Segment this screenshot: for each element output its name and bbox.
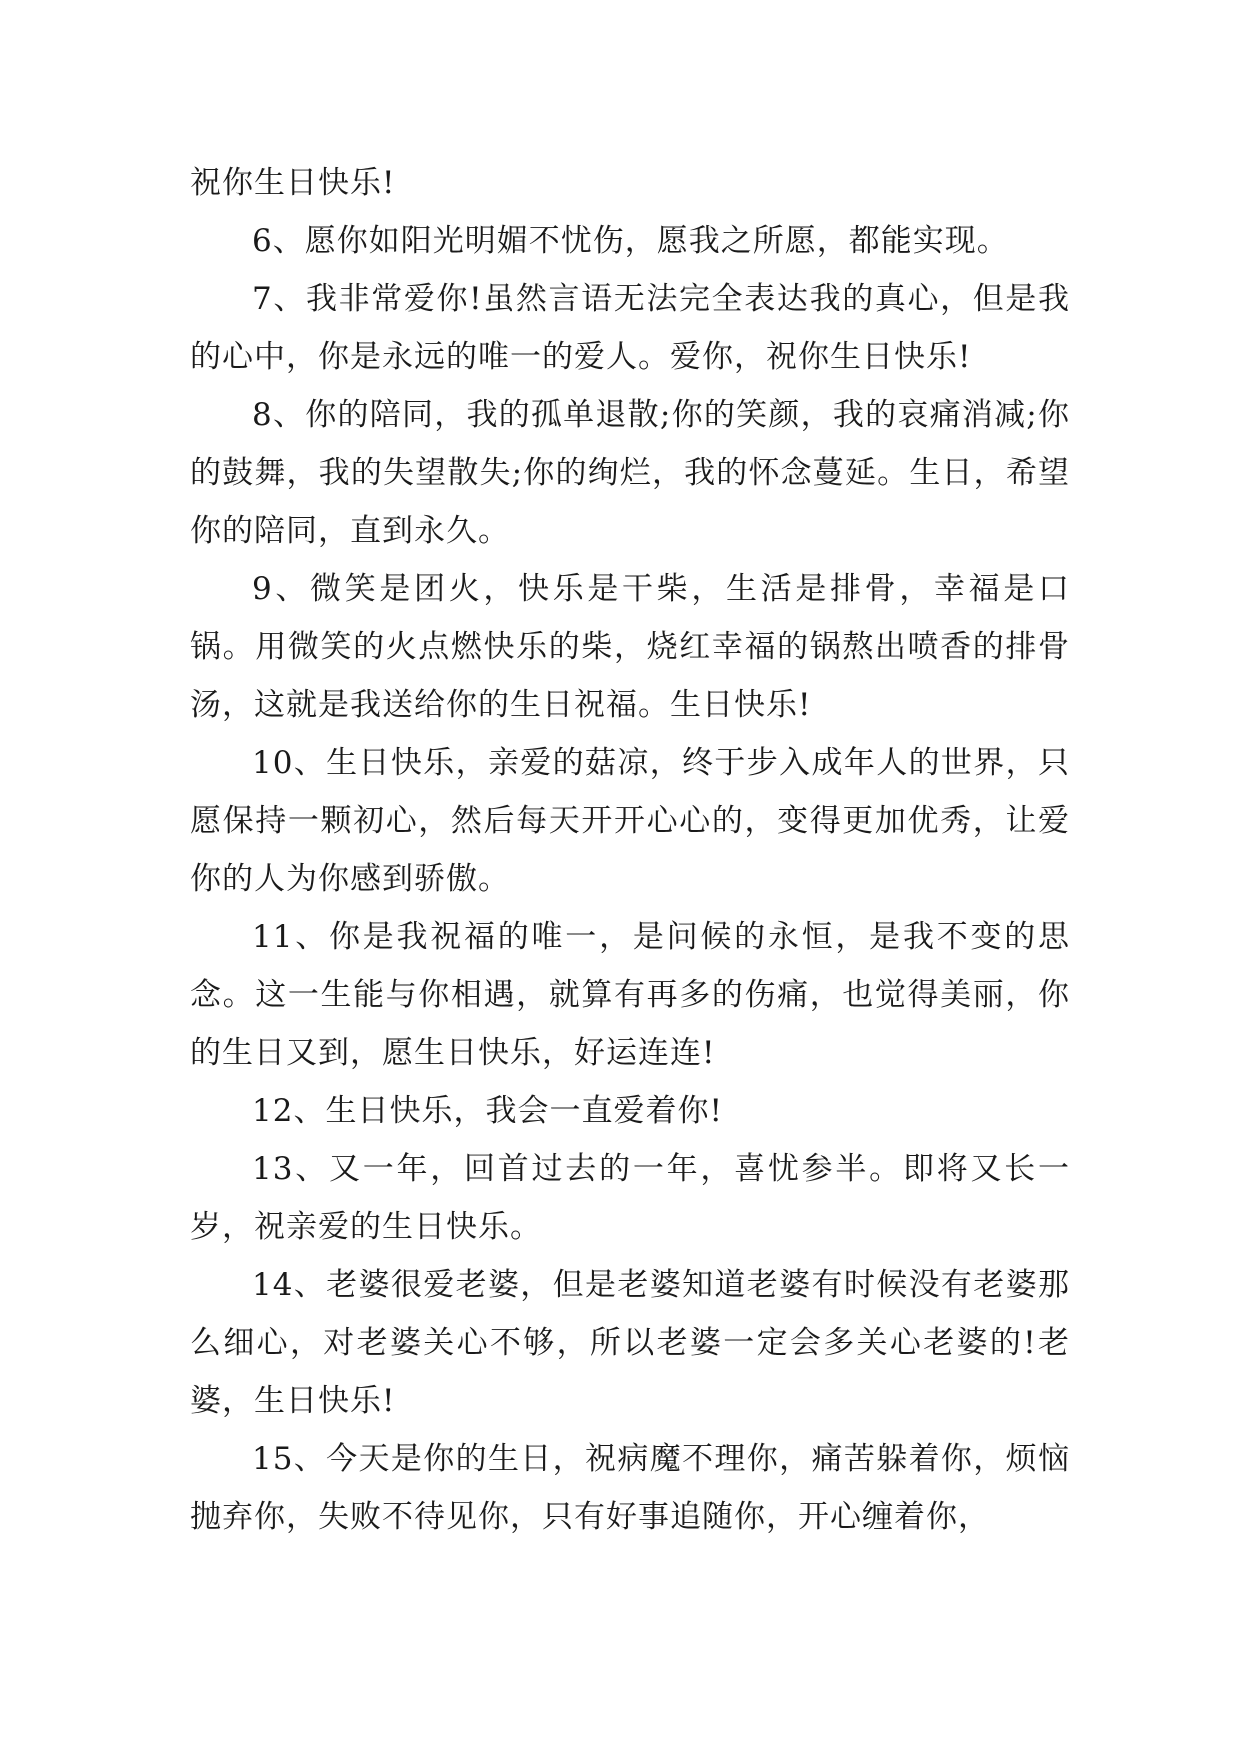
paragraph-wish-9: 9、微笑是团火，快乐是干柴，生活是排骨，幸福是口锅。用微笑的火点燃快乐的柴，烧红幸福的锅熬出喷香的排骨汤，这就是我送给你的生日祝福。生日快乐! [190, 571, 1070, 723]
paragraph-wish-7: 7、我非常爱你!虽然言语无法完全表达我的真心，但是我的心中，你是永远的唯一的爱人。爱你，祝你生日快乐! [190, 281, 1070, 375]
document-body [190, 154, 1070, 1546]
paragraph-wish-10: 10、生日快乐，亲爱的菇凉，终于步入成年人的世界，只愿保持一颗初心，然后每天开开心心的，变得更加优秀，让爱你的人为你感到骄傲。 [190, 745, 1070, 897]
paragraph-wish-14: 14、老婆很爱老婆，但是老婆知道老婆有时候没有老婆那么细心，对老婆关心不够，所以老婆一定会多关心老婆的!老婆，生日快乐! [190, 1267, 1070, 1419]
paragraph-continuation: 祝你生日快乐! [190, 165, 396, 201]
paragraph-wish-6: 6、愿你如阳光明媚不忧伤，愿我之所愿，都能实现。 [252, 223, 1009, 259]
paragraph-wish-13: 13、又一年，回首过去的一年，喜忧参半。即将又长一岁，祝亲爱的生日快乐。 [190, 1151, 1070, 1245]
paragraph-wish-11: 11、你是我祝福的唯一，是问候的永恒，是我不变的思念。这一生能与你相遇，就算有再多的伤痛，也觉得美丽，你的生日又到，愿生日快乐，好运连连! [190, 919, 1070, 1071]
paragraph-wish-15: 15、今天是你的生日，祝病魔不理你，痛苦躲着你，烦恼抛弃你，失败不待见你，只有好事追随你，开心缠着你， [190, 1441, 1070, 1535]
paragraph-wish-8: 8、你的陪同，我的孤单退散;你的笑颜，我的哀痛消减;你的鼓舞，我的失望散失;你的绚烂，我的怀念蔓延。生日，希望你的陪同，直到永久。 [190, 397, 1070, 549]
paragraph-wish-12: 12、生日快乐，我会一直爱着你! [252, 1093, 723, 1129]
